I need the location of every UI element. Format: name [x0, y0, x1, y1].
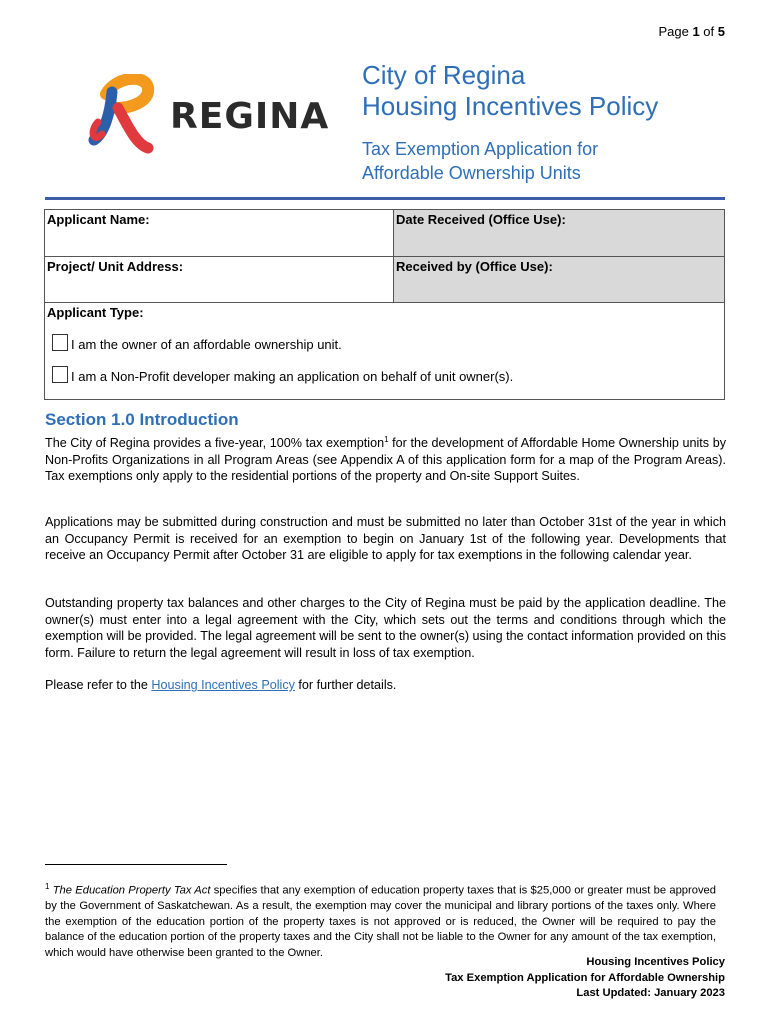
page-subtitle: Tax Exemption Application for Affordable Ownership Units — [362, 139, 599, 183]
housing-policy-link[interactable]: Housing Incentives Policy — [151, 678, 295, 692]
received-by-field: Received by (Office Use): — [394, 257, 725, 303]
option-owner: I am the owner of an affordable ownership unit. — [52, 334, 342, 352]
regina-logo-icon — [86, 74, 166, 158]
footer: Housing Incentives Policy Tax Exemption Application for Affordable Ownership Last Updated: January 2023 — [445, 956, 725, 1000]
project-address-field[interactable]: Project/ Unit Address: — [45, 257, 394, 303]
option-nonprofit: I am a Non-Profit developer making an application on behalf of unit owner(s). — [52, 366, 513, 384]
page-title: City of Regina Housing Incentives Policy — [362, 60, 659, 121]
applicant-type-cell: Applicant Type: — [45, 303, 725, 400]
intro-paragraph-3: Outstanding property tax balances and other charges to the City of Regina must be paid by the application deadline. The owner(s) must enter into a legal agreement with the City, which sets out the terms and conditions through which the exemption will be provided. The legal agreement will be sent to the owner(s) using the contact information provided on this form. Failure to return the legal agreement will result in loss of tax exemption. — [45, 596, 726, 660]
header-divider — [45, 197, 725, 200]
intro-paragraph-4: Please refer to the Housing Incentives Policy for further details. — [45, 678, 397, 692]
nonprofit-checkbox[interactable] — [52, 366, 68, 383]
section-heading: Section 1.0 Introduction — [45, 410, 239, 429]
page-number: Page 1 of 5 — [658, 24, 725, 39]
owner-checkbox[interactable] — [52, 334, 68, 351]
intro-paragraph-1: The City of Regina provides a five-year, 100% tax exemption$^1$ for the development of Affordable Home Ownership units by Non-Profits Organizations in all Program Areas (see Appendix A of this application form for a map of the Program Areas). Tax exemptions only apply to the residential portions of the property and On-site Support Suites. — [45, 435, 726, 484]
date-received-field: Date Received (Office Use): — [394, 210, 725, 257]
footnote: $^1$ The Education Property Tax Act specifies that any exemption of education property taxes that is $25,000 or greater must be approved by the Government of Saskatchewan. As a result, the exemption may cover the municipal and library portions of the taxes only. Where the exemption of the education portion of the property taxes is not approved or is reduced, the Owner will be required to pay the balance of the education portion of the property taxes and the City shall not be liable to the Owner for any amount of the tax exemption, which would have otherwise been granted to the Owner. — [45, 882, 716, 959]
intro-paragraph-2: Applications may be submitted during construction and must be submitted no later than October 31st of the year in which an Occupancy Permit is received for an exemption to begin on January 1st of the following year. Developments that receive an Occupancy Permit after October 31 are eligible to apply for tax exemptions in the following calendar year. — [45, 515, 726, 562]
footnote-divider — [45, 864, 227, 865]
logo-wordmark: REGINA — [170, 96, 330, 137]
applicant-name-field[interactable]: Applicant Name: — [45, 210, 394, 257]
